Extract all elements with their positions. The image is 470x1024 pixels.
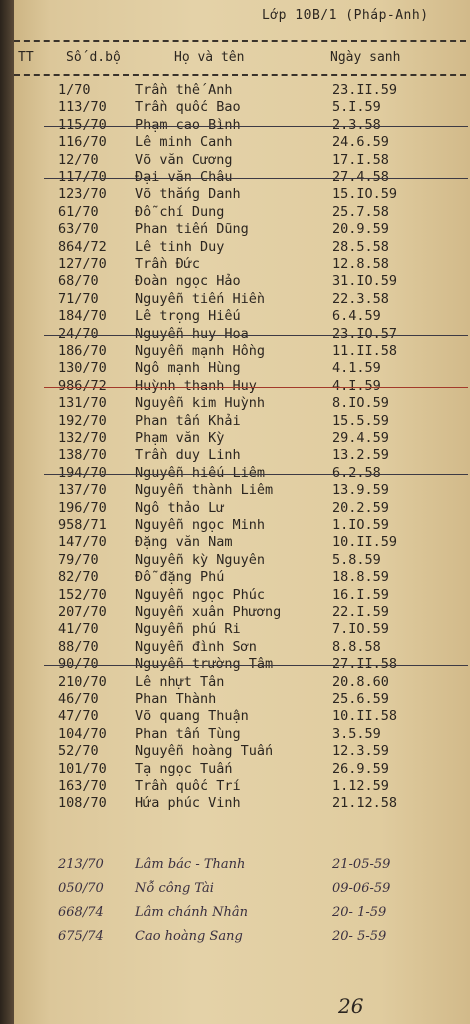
student-row xyxy=(14,482,470,499)
birth-date: 12.3.59 xyxy=(332,743,389,760)
student-name: Nguyễn hoàng Tuấn xyxy=(135,743,274,760)
student-row xyxy=(14,430,470,447)
student-row xyxy=(14,465,470,482)
birth-date: 2.3.58 xyxy=(332,116,381,133)
register-page xyxy=(14,0,470,1024)
birth-date: 23.IO.57 xyxy=(332,325,398,342)
birth-date: 16.I.59 xyxy=(332,586,389,603)
registry-number: 47/70 xyxy=(58,708,99,725)
student-row xyxy=(14,308,470,325)
strike-line xyxy=(44,126,468,127)
student-row xyxy=(14,343,470,360)
registry-number: 61/70 xyxy=(58,203,99,220)
registry-number: 213/70 xyxy=(58,857,104,872)
registry-number: 46/70 xyxy=(58,691,99,707)
student-name: Nguyễn mạnh Hồng xyxy=(135,343,266,359)
handwritten-row xyxy=(14,904,470,921)
registry-number: 196/70 xyxy=(58,499,107,516)
birth-date: 5.I.59 xyxy=(332,99,381,116)
registry-number: 675/74 xyxy=(58,929,104,944)
student-name: Nguyễn xuân Phương xyxy=(135,604,282,620)
col-header-dob: Ngày sanh xyxy=(330,50,401,65)
student-name: Nguyễn đình Sơn xyxy=(135,638,257,655)
birth-date: 28.5.58 xyxy=(332,238,389,255)
strike-line xyxy=(44,178,468,179)
registry-number: 147/70 xyxy=(58,534,107,551)
registry-number: 138/70 xyxy=(58,447,107,464)
registry-number: 958/71 xyxy=(58,517,107,533)
registry-number: 163/70 xyxy=(58,778,107,794)
student-row xyxy=(14,621,470,638)
student-row xyxy=(14,186,470,203)
registry-number: 986/72 xyxy=(58,377,107,394)
registry-number: 24/70 xyxy=(58,325,99,342)
strike-line xyxy=(44,474,468,475)
student-row xyxy=(14,743,470,760)
strike-line xyxy=(44,335,468,336)
student-row xyxy=(14,500,470,517)
registry-number: 71/70 xyxy=(58,290,99,307)
student-row xyxy=(14,517,470,534)
student-name: Hứa phúc Vinh xyxy=(135,795,241,812)
class-title: Lớp 10B/1 (Pháp-Anh) xyxy=(262,8,429,23)
registry-number: 152/70 xyxy=(58,586,107,603)
student-row xyxy=(14,413,470,430)
registry-number: 88/70 xyxy=(58,638,99,655)
birth-date: 20- 5-59 xyxy=(332,929,387,944)
birth-date: 26.9.59 xyxy=(332,760,389,777)
handwritten-row xyxy=(14,880,470,897)
birth-date: 20- 1-59 xyxy=(332,905,387,920)
registry-number: 050/70 xyxy=(58,881,104,896)
registry-number: 113/70 xyxy=(58,99,107,116)
student-row xyxy=(14,273,470,290)
birth-date: 13.2.59 xyxy=(332,447,389,464)
student-name: Trần quốc Trí xyxy=(135,778,241,794)
birth-date: 23.II.59 xyxy=(332,82,398,98)
student-row xyxy=(14,221,470,238)
strike-line xyxy=(44,387,468,388)
student-row xyxy=(14,99,470,116)
birth-date: 20.2.59 xyxy=(332,499,389,516)
registry-number: 117/70 xyxy=(58,169,107,185)
registry-number: 137/70 xyxy=(58,482,107,499)
registry-number: 82/70 xyxy=(58,569,99,586)
student-name: Trần duy Linh xyxy=(135,447,241,464)
registry-number: 130/70 xyxy=(58,360,107,377)
student-row xyxy=(14,726,470,743)
registry-number: 123/70 xyxy=(58,186,107,203)
birth-date: 7.IO.59 xyxy=(332,621,389,638)
registry-number: 104/70 xyxy=(58,725,107,742)
student-name: Tạ ngọc Tuấn xyxy=(135,760,233,777)
student-name: Lê nhựt Tân xyxy=(135,673,225,690)
student-name: Nguyễn ngọc Phúc xyxy=(135,586,266,603)
registry-number: 79/70 xyxy=(58,551,99,568)
registry-number: 101/70 xyxy=(58,760,107,777)
registry-number: 41/70 xyxy=(58,621,99,638)
student-row xyxy=(14,239,470,256)
birth-date: 4.1.59 xyxy=(332,360,381,377)
birth-date: 8.IO.59 xyxy=(332,395,389,412)
student-name: Huỳnh thanh Huy xyxy=(135,377,257,394)
birth-date: 6.2.58 xyxy=(332,464,381,481)
student-name: Nguyễn ngọc Minh xyxy=(135,517,266,533)
student-row xyxy=(14,761,470,778)
birth-date: 21-05-59 xyxy=(332,857,391,872)
birth-date: 1.IO.59 xyxy=(332,517,389,533)
registry-number: 1/70 xyxy=(58,82,91,98)
student-name: Nguyễn hiếu Liêm xyxy=(135,464,266,481)
registry-number: 90/70 xyxy=(58,656,99,673)
header-rule-bottom xyxy=(14,74,466,76)
student-row xyxy=(14,691,470,708)
birth-date: 10.II.58 xyxy=(332,708,398,725)
birth-date: 5.8.59 xyxy=(332,551,381,568)
student-row xyxy=(14,256,470,273)
birth-date: 8.8.58 xyxy=(332,638,381,655)
student-row xyxy=(14,639,470,656)
registry-number: 864/72 xyxy=(58,238,107,255)
registry-number: 115/70 xyxy=(58,116,107,133)
birth-date: 27.II.58 xyxy=(332,656,398,673)
registry-number: 668/74 xyxy=(58,905,104,920)
birth-date: 13.9.59 xyxy=(332,482,389,499)
student-name: Đại văn Châu xyxy=(135,169,233,185)
birth-date: 29.4.59 xyxy=(332,430,389,446)
birth-date: 20.8.60 xyxy=(332,673,389,690)
birth-date: 18.8.59 xyxy=(332,569,389,586)
handwritten-row xyxy=(14,928,470,945)
registry-number: 132/70 xyxy=(58,430,107,446)
birth-date: 6.4.59 xyxy=(332,308,381,325)
registry-number: 12/70 xyxy=(58,151,99,168)
student-row xyxy=(14,82,470,99)
student-name: Nguyễn huy Hoa xyxy=(135,325,249,342)
birth-date: 20.9.59 xyxy=(332,221,389,238)
student-name: Ngô thảo Lư xyxy=(135,499,225,516)
student-name: Võ văn Cương xyxy=(135,151,233,168)
student-row xyxy=(14,674,470,691)
birth-date: 3.5.59 xyxy=(332,725,381,742)
student-name: Trần thế Anh xyxy=(135,82,233,98)
registry-number: 68/70 xyxy=(58,273,99,290)
birth-date: 09-06-59 xyxy=(332,881,391,896)
registry-number: 192/70 xyxy=(58,412,107,429)
student-name: Lê trọng Hiếu xyxy=(135,308,241,325)
student-name: Ngô mạnh Hùng xyxy=(135,360,241,377)
birth-date: 25.7.58 xyxy=(332,203,389,220)
student-name: Trần Đức xyxy=(135,256,201,272)
student-name: Phạm văn Kỳ xyxy=(135,430,225,446)
col-header-name: Họ và tên xyxy=(174,50,245,65)
student-name: Lâm bác - Thanh xyxy=(135,857,246,872)
student-row xyxy=(14,778,470,795)
registry-number: 52/70 xyxy=(58,743,99,760)
registry-number: 116/70 xyxy=(58,134,107,151)
student-row xyxy=(14,587,470,604)
birth-date: 11.II.58 xyxy=(332,343,398,359)
student-row xyxy=(14,378,470,395)
page-number: 26 xyxy=(338,994,364,1018)
student-row xyxy=(14,117,470,134)
student-row xyxy=(14,134,470,151)
book-binding xyxy=(0,0,14,1024)
student-name: Nguyễn trường Tâm xyxy=(135,656,274,673)
birth-date: 27.4.58 xyxy=(332,169,389,185)
student-name: Đỗ chí Dung xyxy=(135,203,225,220)
handwritten-row xyxy=(14,856,470,873)
student-row xyxy=(14,552,470,569)
student-name: Phan Thành xyxy=(135,691,217,707)
birth-date: 15.5.59 xyxy=(332,412,389,429)
registry-number: 186/70 xyxy=(58,343,107,359)
col-header-tt: TT xyxy=(18,50,34,65)
registry-number: 210/70 xyxy=(58,673,107,690)
registry-number: 131/70 xyxy=(58,395,107,412)
student-name: Cao hoàng Sang xyxy=(135,929,243,944)
student-name: Lê tinh Duy xyxy=(135,238,225,255)
student-name: Trần quốc Bao xyxy=(135,99,241,116)
registry-number: 207/70 xyxy=(58,604,107,620)
registry-number: 108/70 xyxy=(58,795,107,812)
student-row xyxy=(14,291,470,308)
student-row xyxy=(14,326,470,343)
birth-date: 22.I.59 xyxy=(332,604,389,620)
student-row xyxy=(14,204,470,221)
registry-number: 127/70 xyxy=(58,256,107,272)
student-row xyxy=(14,656,470,673)
registry-number: 184/70 xyxy=(58,308,107,325)
birth-date: 25.6.59 xyxy=(332,691,389,707)
student-row xyxy=(14,534,470,551)
birth-date: 15.IO.59 xyxy=(332,186,398,203)
birth-date: 24.6.59 xyxy=(332,134,389,151)
birth-date: 21.12.58 xyxy=(332,795,398,812)
header-rule-top xyxy=(14,40,466,42)
student-name: Lê minh Canh xyxy=(135,134,233,151)
student-name: Nguyễn tiến Hiền xyxy=(135,290,266,307)
student-name: Nguyễn kim Huỳnh xyxy=(135,395,266,412)
student-row xyxy=(14,395,470,412)
strike-line xyxy=(44,665,468,666)
student-row xyxy=(14,604,470,621)
student-row xyxy=(14,169,470,186)
student-name: Phan tiến Dũng xyxy=(135,221,249,238)
student-row xyxy=(14,360,470,377)
birth-date: 17.I.58 xyxy=(332,151,389,168)
birth-date: 12.8.58 xyxy=(332,256,389,272)
student-name: Võ quang Thuận xyxy=(135,708,249,725)
birth-date: 22.3.58 xyxy=(332,290,389,307)
student-row xyxy=(14,708,470,725)
student-name: Lâm chánh Nhân xyxy=(135,905,248,920)
student-name: Phan tấn Khải xyxy=(135,412,241,429)
student-row xyxy=(14,569,470,586)
birth-date: 4.I.59 xyxy=(332,377,381,394)
col-header-sodb: Số d.bộ xyxy=(66,50,121,65)
birth-date: 1.12.59 xyxy=(332,778,389,794)
student-name: Nguyễn thành Liêm xyxy=(135,482,274,499)
student-row xyxy=(14,447,470,464)
student-name: Nguyễn phú Ri xyxy=(135,621,241,638)
birth-date: 31.IO.59 xyxy=(332,273,398,290)
student-name: Đoàn ngọc Hảo xyxy=(135,273,241,290)
student-name: Nỗ công Tài xyxy=(135,881,214,896)
student-row xyxy=(14,152,470,169)
student-row xyxy=(14,795,470,812)
registry-number: 63/70 xyxy=(58,221,99,238)
registry-number: 194/70 xyxy=(58,464,107,481)
birth-date: 10.II.59 xyxy=(332,534,398,551)
student-name: Phạm cao Bình xyxy=(135,116,241,133)
student-name: Đỗ đặng Phú xyxy=(135,569,225,586)
student-name: Nguyễn kỳ Nguyên xyxy=(135,551,266,568)
student-name: Đặng văn Nam xyxy=(135,534,233,551)
student-name: Võ thắng Danh xyxy=(135,186,241,203)
student-name: Phan tấn Tùng xyxy=(135,725,241,742)
